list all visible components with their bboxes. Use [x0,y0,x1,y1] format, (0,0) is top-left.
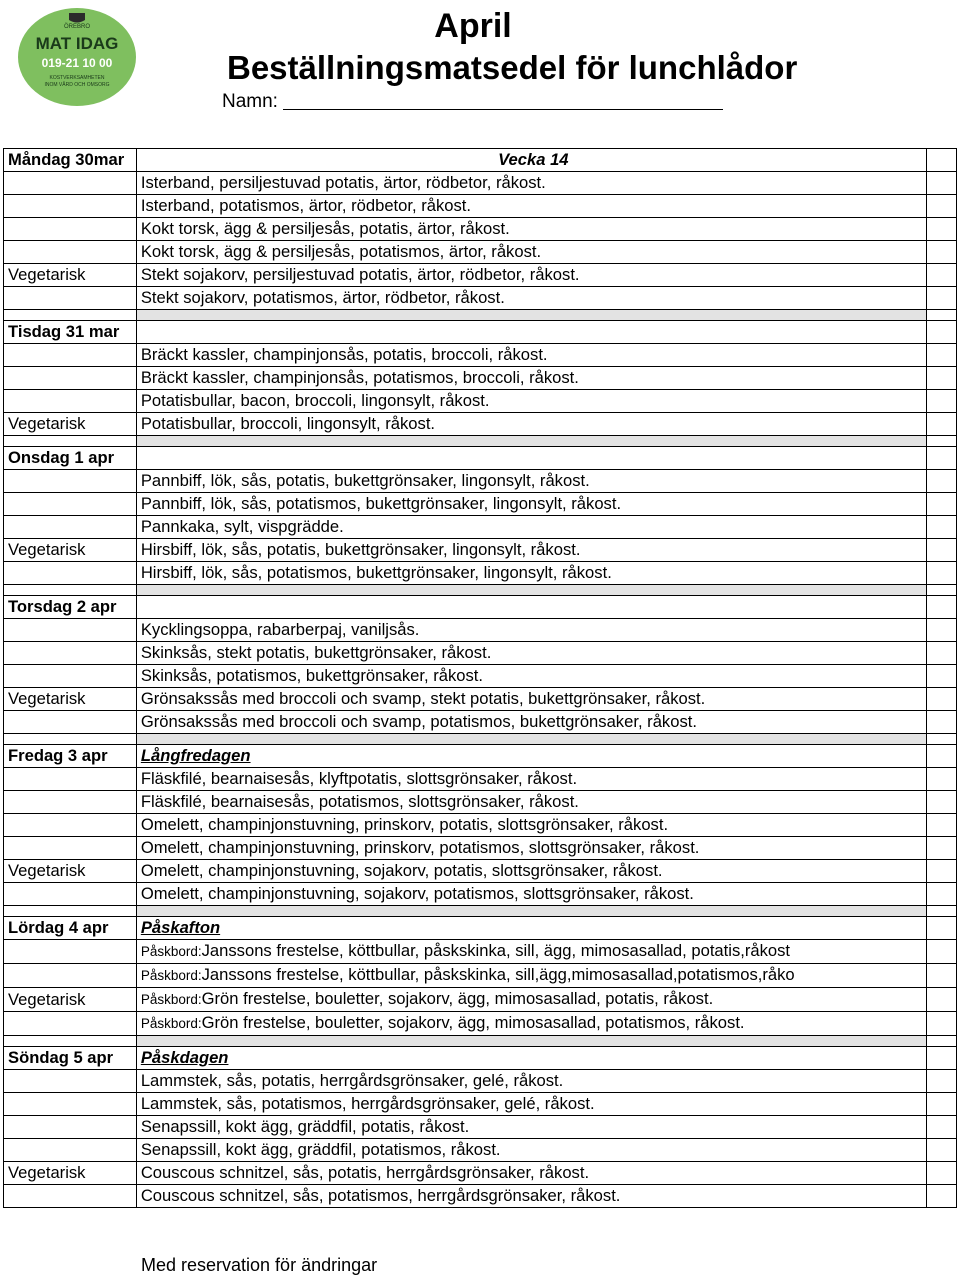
separator-cell [136,585,926,596]
menu-row [4,287,957,310]
dish-cell: Omelett, champinjonstuvning, prinskorv, potatismos, slottsgrönsaker, råkost. [136,837,926,860]
dish-prefix: Påskbord: [140,968,202,983]
day-label [4,344,137,367]
order-quantity-cell[interactable] [926,642,956,665]
menu-table [3,148,957,1208]
order-quantity-cell[interactable] [926,562,956,585]
menu-row [4,367,957,390]
dish-cell: Omelett, champinjonstuvning, sojakorv, potatismos, slottsgrönsaker, råkost. [136,883,926,906]
day-label [4,287,137,310]
order-quantity-cell[interactable] [926,172,956,195]
dish-cell: Lammstek, sås, potatis, herrgårdsgrönsaker, gelé, råkost. [136,1070,926,1093]
separator-cell [136,734,926,745]
order-quantity-cell[interactable] [926,791,956,814]
menu-row [4,321,957,344]
separator-row [4,734,957,745]
order-quantity-cell[interactable] [926,287,956,310]
logo-phone-text: 019-21 10 00 [41,56,113,70]
day-label [4,665,137,688]
separator-row [4,436,957,447]
order-quantity-cell[interactable] [926,883,956,906]
menu-row [4,413,957,436]
day-label [4,883,137,906]
dish-cell: Fläskfilé, bearnaisesås, klyftpotatis, slottsgrönsaker, råkost. [136,768,926,791]
dish-cell: Grönsakssås med broccoli och svamp, stekt potatis, bukettgrönsaker, råkost. [136,688,926,711]
day-label [4,1093,137,1116]
day-label [4,814,137,837]
order-quantity-cell[interactable] [926,1185,956,1208]
day-label [4,493,137,516]
menu-row [4,1047,957,1070]
order-quantity-cell[interactable] [926,241,956,264]
day-label [4,516,137,539]
dish-cell: Omelett, champinjonstuvning, sojakorv, potatis, slottsgrönsaker, råkost. [136,860,926,883]
day-label: Måndag 30mar [4,149,137,172]
day-label [4,367,137,390]
menu-row [4,964,957,988]
menu-row [4,344,957,367]
menu-row [4,814,957,837]
vegetarian-label: Vegetarisk [4,264,137,287]
menu-row [4,447,957,470]
order-quantity-cell[interactable] [926,665,956,688]
order-quantity-cell[interactable] [926,1070,956,1093]
separator-cell [136,906,926,917]
logo-top-text: ÖREBRO [63,24,91,30]
order-quantity-cell[interactable] [926,596,956,619]
dish-cell: Couscous schnitzel, sås, potatis, herrgårdsgrönsaker, råkost. [136,1162,926,1185]
order-quantity-cell[interactable] [926,149,956,172]
day-label [4,964,137,988]
order-quantity-cell[interactable] [926,447,956,470]
dish-cell: Bräckt kassler, champinjonsås, potatismos, broccoli, råkost. [136,367,926,390]
separator-cell [136,436,926,447]
vegetarian-label: Vegetarisk [4,539,137,562]
menu-row [4,218,957,241]
day-label [4,195,137,218]
order-quantity-cell[interactable] [926,1116,956,1139]
day-label [4,470,137,493]
order-quantity-cell[interactable] [926,390,956,413]
week-label: Vecka 14 [136,149,926,172]
vegetarian-label: Vegetarisk [4,1162,137,1185]
vegetarian-label: Vegetarisk [4,688,137,711]
day-label [4,1070,137,1093]
order-quantity-cell[interactable] [926,1162,956,1185]
menu-row [4,745,957,768]
dish-cell: Senapssill, kokt ägg, gräddfil, potatis, råkost. [136,1116,926,1139]
vegetarian-label: Vegetarisk [4,413,137,436]
menu-row [4,562,957,585]
dish-cell: Kokt torsk, ägg & persiljesås, potatismos, ärtor, råkost. [136,241,926,264]
menu-row [4,642,957,665]
dish-cell: Skinksås, stekt potatis, bukettgrönsaker, råkost. [136,642,926,665]
separator-row [4,906,957,917]
menu-row [4,791,957,814]
order-quantity-cell[interactable] [926,745,956,768]
order-quantity-cell[interactable] [926,814,956,837]
dish-cell [136,447,926,470]
month-title: April [434,7,512,45]
dish-text: Grön frestelse, bouletter, sojakorv, ägg, mimosasallad, potatismos, råkost. [201,1013,745,1032]
dish-cell: Omelett, champinjonstuvning, prinskorv, potatis, slottsgrönsaker, råkost. [136,814,926,837]
dish-cell: Isterband, potatismos, ärtor, rödbetor, råkost. [136,195,926,218]
day-label [4,1116,137,1139]
day-label: Fredag 3 apr [4,745,137,768]
menu-row [4,1162,957,1185]
menu-row [4,1093,957,1116]
order-quantity-cell[interactable] [926,344,956,367]
separator-cell [926,585,956,596]
separator-cell [4,436,137,447]
order-quantity-cell[interactable] [926,964,956,988]
day-label [4,642,137,665]
menu-row [4,940,957,964]
menu-row [4,390,957,413]
menu-row [4,711,957,734]
dish-cell: Potatisbullar, broccoli, lingonsylt, råkost. [136,413,926,436]
menu-row [4,172,957,195]
menu-row [4,619,957,642]
day-label: Tisdag 31 mar [4,321,137,344]
order-quantity-cell[interactable] [926,768,956,791]
order-quantity-cell[interactable] [926,367,956,390]
holiday-label: Långfredagen [136,745,926,768]
dish-text: Janssons frestelse, köttbullar, påskskinka, sill, ägg, mimosasallad, potatis,råkost [201,941,791,960]
day-label: Onsdag 1 apr [4,447,137,470]
day-label [4,562,137,585]
holiday-label: Påskdagen [136,1047,926,1070]
day-label [4,837,137,860]
logo-main-text: MAT IDAG [35,34,119,53]
dish-cell: Hirsbiff, lök, sås, potatismos, bukettgrönsaker, lingonsylt, råkost. [136,562,926,585]
day-label [4,791,137,814]
dish-prefix: Påskbord: [140,944,202,959]
day-label: Torsdag 2 apr [4,596,137,619]
order-quantity-cell[interactable] [926,1139,956,1162]
separator-cell [926,436,956,447]
dish-cell [136,964,926,988]
order-quantity-cell[interactable] [926,493,956,516]
dish-cell [136,1012,926,1036]
holiday-label: Påskafton [136,917,926,940]
order-quantity-cell[interactable] [926,321,956,344]
dish-cell: Stekt sojakorv, persiljestuvad potatis, ärtor, rödbetor, råkost. [136,264,926,287]
order-quantity-cell[interactable] [926,413,956,436]
day-label [4,768,137,791]
day-label [4,172,137,195]
menu-row [4,1116,957,1139]
day-label [4,390,137,413]
order-quantity-cell[interactable] [926,860,956,883]
dish-cell: Stekt sojakorv, potatismos, ärtor, rödbetor, råkost. [136,287,926,310]
order-quantity-cell[interactable] [926,516,956,539]
menu-row [4,539,957,562]
day-label [4,241,137,264]
dish-cell: Senapssill, kokt ägg, gräddfil, potatismos, råkost. [136,1139,926,1162]
day-label [4,218,137,241]
dish-cell: Skinksås, potatismos, bukettgrönsaker, råkost. [136,665,926,688]
menu-row [4,688,957,711]
separator-row [4,310,957,321]
dish-cell: Bräckt kassler, champinjonsås, potatis, broccoli, råkost. [136,344,926,367]
separator-row [4,1036,957,1047]
day-label [4,711,137,734]
separator-row [4,585,957,596]
separator-cell [4,585,137,596]
dish-cell: Pannkaka, sylt, vispgrädde. [136,516,926,539]
order-quantity-cell[interactable] [926,1012,956,1036]
order-quantity-cell[interactable] [926,1093,956,1116]
day-label [4,1012,137,1036]
dish-cell [136,988,926,1012]
dish-cell: Pannbiff, lök, sås, potatismos, bukettgrönsaker, lingonsylt, råkost. [136,493,926,516]
menu-row [4,516,957,539]
day-label [4,940,137,964]
separator-cell [136,1036,926,1047]
order-quantity-cell[interactable] [926,619,956,642]
menu-row [4,241,957,264]
order-quantity-cell[interactable] [926,264,956,287]
dish-cell [136,321,926,344]
dish-prefix: Påskbord: [140,1016,202,1031]
footer-note: Med reservation för ändringar [141,1255,378,1275]
separator-cell [136,310,926,321]
order-quantity-cell[interactable] [926,470,956,493]
order-quantity-cell[interactable] [926,988,956,1012]
order-quantity-cell[interactable] [926,940,956,964]
menu-row [4,493,957,516]
dish-cell [136,940,926,964]
separator-cell [4,906,137,917]
order-quantity-cell[interactable] [926,1047,956,1070]
order-quantity-cell[interactable] [926,688,956,711]
menu-row [4,1070,957,1093]
menu-row [4,988,957,1012]
day-label [4,619,137,642]
dish-cell: Isterband, persiljestuvad potatis, ärtor, rödbetor, råkost. [136,172,926,195]
vegetarian-label: Vegetarisk [4,860,137,883]
separator-cell [926,310,956,321]
dish-cell: Grönsakssås med broccoli och svamp, potatismos, bukettgrönsaker, råkost. [136,711,926,734]
menu-row [4,596,957,619]
menu-row [4,470,957,493]
separator-cell [926,734,956,745]
name-input-line[interactable] [283,109,723,110]
dish-cell: Potatisbullar, bacon, broccoli, lingonsylt, råkost. [136,390,926,413]
dish-cell: Fläskfilé, bearnaisesås, potatismos, slottsgrönsaker, råkost. [136,791,926,814]
menu-row [4,883,957,906]
menu-row [4,860,957,883]
menu-row [4,917,957,940]
menu-row [4,264,957,287]
day-label [4,1185,137,1208]
order-quantity-cell[interactable] [926,917,956,940]
menu-row [4,195,957,218]
day-label: Lördag 4 apr [4,917,137,940]
order-quantity-cell[interactable] [926,837,956,860]
dish-text: Janssons frestelse, köttbullar, påskskinka, sill,ägg,mimosasallad,potatismos,råko [201,965,795,984]
separator-cell [4,734,137,745]
menu-row [4,149,957,172]
logo-sub2-text: INOM VÅRD OCH OMSORG [44,82,110,88]
menu-row [4,1185,957,1208]
dish-cell [136,596,926,619]
separator-cell [4,310,137,321]
dish-cell: Hirsbiff, lök, sås, potatis, bukettgrönsaker, lingonsylt, råkost. [136,539,926,562]
order-quantity-cell[interactable] [926,539,956,562]
menu-row [4,665,957,688]
order-quantity-cell[interactable] [926,195,956,218]
dish-cell: Kycklingsoppa, rabarberpaj, vaniljsås. [136,619,926,642]
separator-cell [4,1036,137,1047]
day-label [4,1139,137,1162]
menu-row [4,1012,957,1036]
order-quantity-cell[interactable] [926,711,956,734]
menu-row [4,768,957,791]
separator-cell [926,1036,956,1047]
dish-prefix: Påskbord: [140,992,202,1007]
day-label: Söndag 5 apr [4,1047,137,1070]
dish-cell: Kokt torsk, ägg & persiljesås, potatis, ärtor, råkost. [136,218,926,241]
menu-row [4,1139,957,1162]
vegetarian-label: Vegetarisk [4,988,137,1012]
menu-row [4,837,957,860]
name-label: Namn: [222,91,278,112]
dish-cell: Couscous schnitzel, sås, potatismos, herrgårdsgrönsaker, råkost. [136,1185,926,1208]
dish-text: Grön frestelse, bouletter, sojakorv, ägg, mimosasallad, potatis, råkost. [201,989,714,1008]
separator-cell [926,906,956,917]
logo-sub1-text: KOSTVERKSAMHETEN [49,75,105,81]
page-title: Beställningsmatsedel för lunchlådor [227,49,798,86]
dish-cell: Pannbiff, lök, sås, potatis, bukettgrönsaker, lingonsylt, råkost. [136,470,926,493]
dish-cell: Lammstek, sås, potatismos, herrgårdsgrönsaker, gelé, råkost. [136,1093,926,1116]
order-quantity-cell[interactable] [926,218,956,241]
